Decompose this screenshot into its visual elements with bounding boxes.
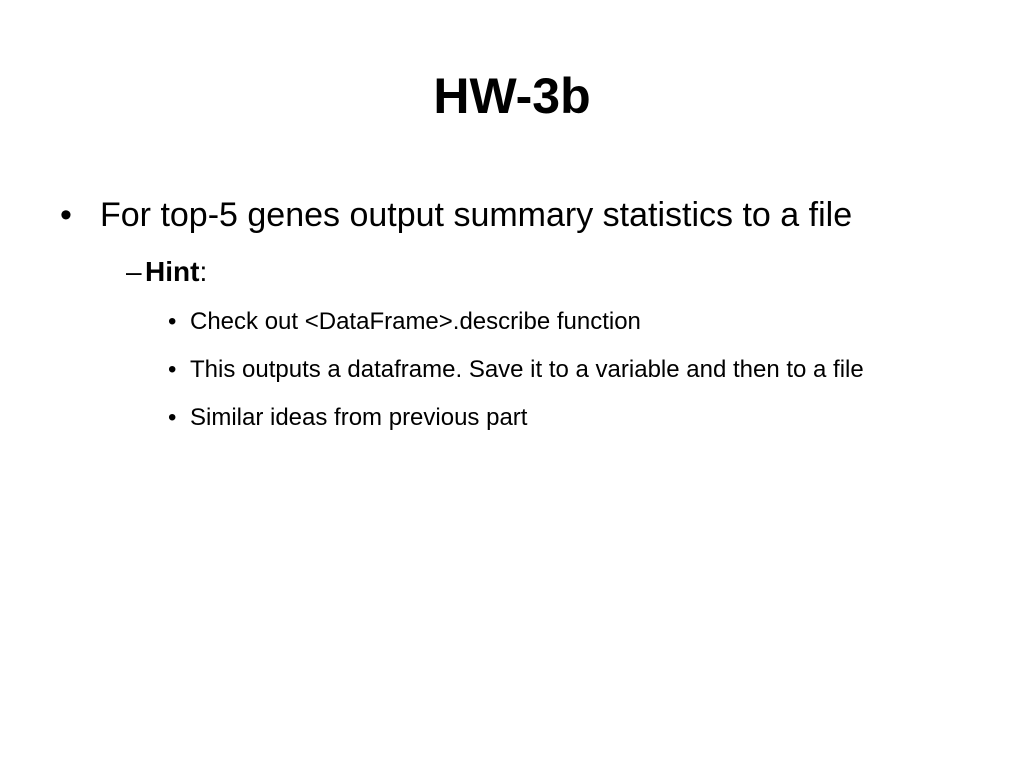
bullet-dot-icon: • — [168, 308, 177, 335]
bullet-text: Similar ideas from previous part — [190, 404, 528, 431]
bullet-level3-item — [148, 398, 978, 438]
hint-colon: : — [199, 256, 208, 287]
bullet-level1 — [58, 188, 978, 242]
bullet-dot-icon: • — [168, 356, 177, 383]
bullet-level2-hint — [108, 252, 978, 292]
bullet-text: This outputs a dataframe. Save it to a variable and then to a file — [190, 356, 864, 383]
hint-label: Hint — [145, 256, 200, 287]
bullet-level3-item — [148, 350, 978, 390]
bullet-level3-item — [148, 302, 978, 342]
bullet-text: Check out <DataFrame>.describe function — [190, 308, 641, 335]
dash-icon: – — [126, 256, 142, 287]
slide-body — [58, 188, 978, 438]
bullet-dot-icon: • — [60, 196, 72, 234]
bullet-dot-icon: • — [168, 404, 177, 431]
slide-title: HW-3b — [433, 68, 591, 124]
bullet-text: For top-5 genes output summary statistics to a file — [100, 196, 853, 234]
